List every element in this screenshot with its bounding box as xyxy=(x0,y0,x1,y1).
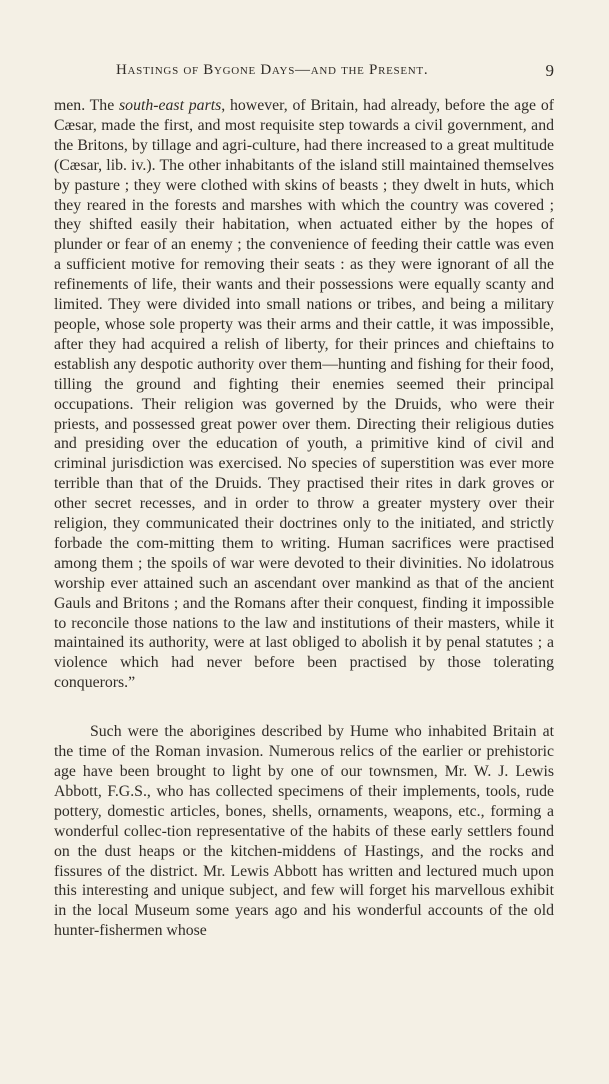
paragraph-quotation-continuation xyxy=(54,96,554,693)
paragraph-one-opening: men. The xyxy=(54,97,120,114)
page-number: 9 xyxy=(545,61,554,80)
paragraph-aborigines: Such were the aborigines described by Hume who inhabited Britain at the time of the Roman invasion. Numerous relics of the earlier or prehistoric age have been brought to light by one of our townsmen, Mr. W. J. Lewis Abbott, F.G.S., who has collected specimens of their implements, tools, rude pottery, domestic articles, bones, shells, ornaments, weapons, etc., forming a wonderful collec-tion representative of the habits of these early settlers found on the dust heaps or the kitchen-middens of Hastings, and the rocks and fissures of the district. Mr. Lewis Abbott has written and lectured much upon this interesting and unique subject, and few will forget his marvellous exhibit in the local Museum some years ago and his wonderful accounts of the old hunter-fishermen whose xyxy=(54,723,554,940)
emphasized-phrase: south-east parts xyxy=(119,97,222,114)
running-head xyxy=(54,62,554,86)
paragraph-one-body: , however, of Britain, had already, before the age of Cæsar, made the first, and most requisite step towards a civil government, and the Britons, by tillage and agri-culture, had there increased to a great multitude (Cæsar, lib. iv.). The other inhabitants of the island still maintained themselves by pasture ; they were clothed with skins of beasts ; they dwelt in huts, which they reared in the forests and marshes with which the country was covered ; they shifted easily their habitation, when actuated either by the hopes of plunder or fear of an enemy ; the convenience of feeding their cattle was even a sufficient motive for removing their seats : as they were ignorant of all the refinements of life, their wants and their possessions were equally scanty and limited. They were divided into small nations or tribes, and being a military people, whose sole property was their arms and their cattle, it was impossible, after they had acquired a relish of liberty, for their princes and chieftains to establish any despotic authority over them—hunting and fishing for their food, tilling the ground and fighting their enemies seemed their principal occupations. Their religion was governed by the Druids, who were their priests, and possessed great power over them. Directing their religious duties and presiding over the education of youth, a primitive kind of civil and criminal jurisdiction was exercised. No species of superstition was ever more terrible than that of the Druids. They practised their rites in dark groves or other secret recesses, and in order to throw a greater mystery over their religion, they communicated their doctrines only to the initiated, and strictly forbade the com-mitting them to writing. Human sacrifices were practised among them ; the spoils of war were devoted to their divinities. No idolatrous worship ever attained such an ascendant over mankind as that of the ancient Gauls and Britons ; and the Romans after their conquest, finding it impossible to reconcile those nations to the law and institutions of their masters, while it maintained its authority, were at last obliged to abolish it by penal statutes ; a violence which had never before been practised by those tolerating conquerors.” xyxy=(54,97,554,692)
body-text xyxy=(54,96,554,941)
running-title: Hastings of Bygone Days—and the Present. xyxy=(116,62,429,78)
